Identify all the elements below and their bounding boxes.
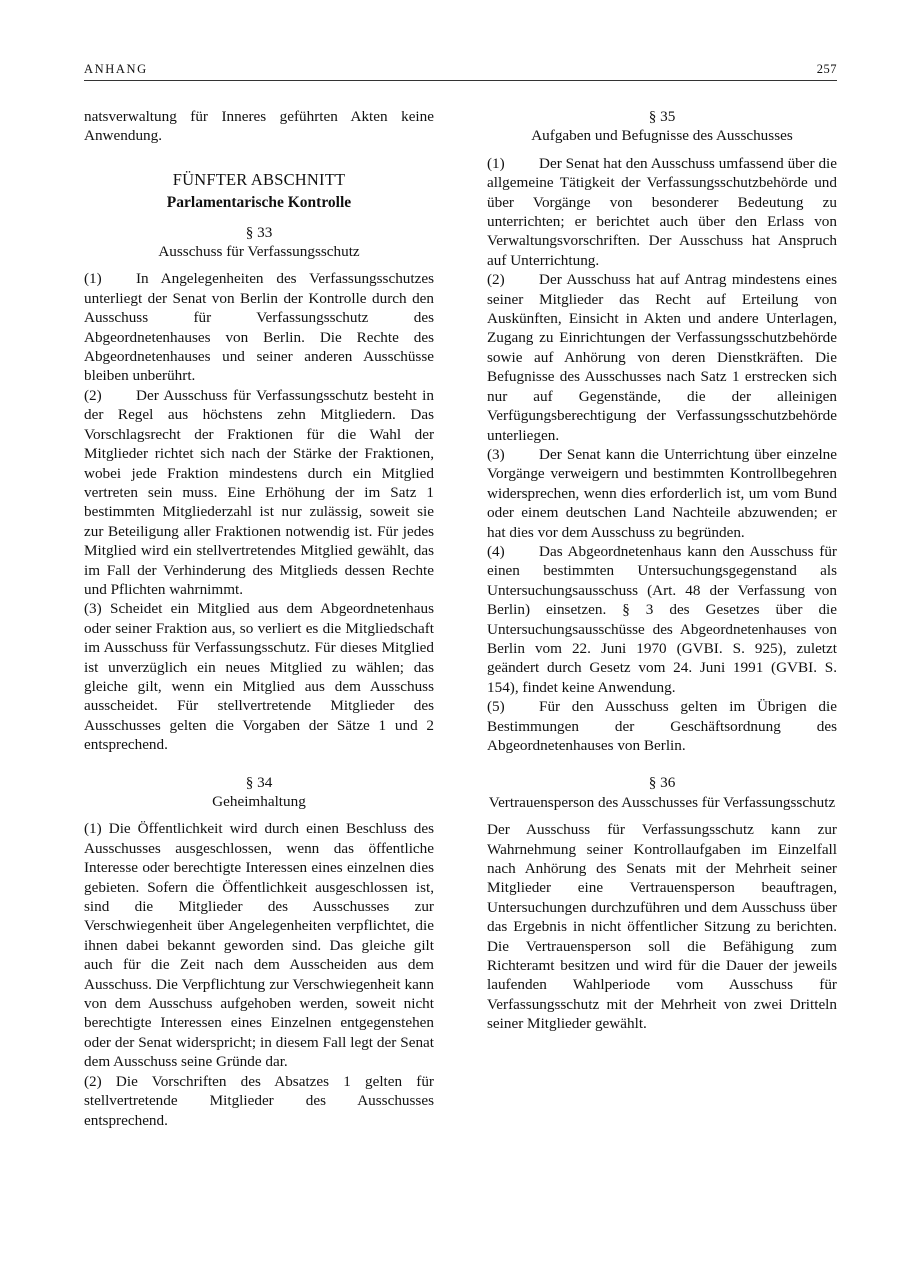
section-34-paragraph-1: (1) Die Öffentlichkeit wird durch einen Beschluss des Ausschusses ausgeschlossen, wenn das öffentliche Interesse oder berechtigte Interessen eines einzelnen dies gebieten. Sofern die Öffentlichkeit ausgeschlossen ist, sind die Mitglieder des Ausschusses zur Verschwiegenheit über Angelegenheiten verpflichtet, die ihnen dabei bekannt geworden sind. Das gleiche gilt auch für die Zeit nach dem Ausscheiden aus dem Ausschuss. Die Verpflichtung zur Verschwiegenheit kann von dem Ausschuss aufgehoben werden, soweit nicht berechtigte Interessen eines Einzelnen entgegenstehen oder der Senat widerspricht; in diesem Fall legt der Senat dem Ausschuss seine Gründe dar. — [84, 820, 434, 1071]
paragraph-number: (5) — [487, 698, 505, 716]
right-column — [487, 107, 837, 1034]
paragraph-text: Für den Ausschuss gelten im Übrigen die Bestimmungen der Geschäftsordnung des Abgeordnetenhauses von Berlin. — [487, 698, 837, 754]
section-35-paragraph-4 — [487, 542, 837, 697]
section-33-title: Ausschuss für Verfassungsschutz — [158, 243, 360, 261]
section-36-heading — [487, 773, 837, 812]
continuation-text: natsverwaltung für Inneres geführten Akten keine Anwendung. — [84, 108, 434, 145]
section-34-title: Geheimhaltung — [212, 793, 306, 810]
section-35-paragraph-1 — [487, 154, 837, 270]
section-35-title: Aufgaben und Befugnisse des Ausschusses — [531, 127, 793, 145]
section-35-paragraph-3 — [487, 445, 837, 542]
section-35-paragraph-2 — [487, 270, 837, 445]
section-34-paragraph-2: (2) Die Vorschriften des Absatzes 1 gelten für stellvertretende Mitglieder des Ausschusses entsprechend. — [84, 1072, 434, 1129]
paragraph-number: (4) — [487, 542, 505, 560]
paragraph-number: (3) — [487, 445, 505, 463]
paragraph-text: Der Senat kann die Unterrichtung über einzelne Vorgänge verweigern und bestimmten Kontrollbegehren widersprechen, wenn dies erforderlich ist, um vom Bund oder einem deutschen Land Nachteile abzuwenden; er hat dies vor dem Ausschuss zu begründen. — [487, 445, 837, 541]
section-35-number: § 35 — [648, 108, 676, 125]
running-header — [84, 62, 837, 81]
header-section-title: ANHANG — [84, 62, 148, 76]
section-33-heading — [84, 223, 434, 262]
section-34-number: § 34 — [245, 773, 273, 791]
paragraph-number: (1) — [487, 154, 505, 172]
section-36-paragraph-1: Der Ausschuss für Verfassungsschutz kann zur Wahrnehmung seiner Kontrollaufgaben im Einzelfall nach Anhörung des Senats mit der Mehrheit seiner Mitglieder eine Vertrauensperson beauftragen, Untersuchungen durchzuführen und dem Ausschuss über das Ergebnis in nicht öffentlicher Sitzung zu berichten. Die Vertrauensperson soll die Befähigung zum Richteramt besitzen und wird für die Dauer der jeweils laufenden Wahlperiode vom Ausschuss für Verfassungsschutz mit der Mehrheit von zwei Dritteln seiner Mitglieder gewählt. — [487, 821, 837, 1033]
paragraph-text: Das Abgeordnetenhaus kann den Ausschuss für einen bestimmten Untersuchungsgegenstand als Untersuchungsausschuss (Art. 48 der Verfassung von Berlin) einsetzen. § 3 des Gesetzes über die Untersuchungsausschüsse des Abgeordnetenhauses von Berlin vom 22. Juni 1970 (GVBI. S. 925), zuletzt geändert durch Gesetz vom 24. Juni 1991 (GVBI. S. 154), findet keine Anwendung. — [487, 542, 837, 696]
paragraph-number: (2) — [487, 271, 505, 289]
paragraph-number: (2) — [84, 386, 102, 404]
section-33-number: § 33 — [245, 223, 273, 241]
paragraph-text: Der Ausschuss für Verfassungsschutz besteht in der Regel aus höchstens zehn Mitgliedern. Das Vorschlagsrecht der Fraktionen für die Wahl der Mitglieder richtet sich nach der Stärke der Fraktionen, wobei jede Fraktion mindestens durch ein Mitglied vertreten sein muss. Eine Erhöhung der im Satz 1 bestimmten Mitgliederzahl ist nur zulässig, soweit sie zur Beteiligung aller Fraktionen notwendig ist. Für jedes Mitglied wird ein stellvertretendes Mitglied gewählt, das im Fall der Verhinderung des Mitglieds dessen Rechte und Pflichten wahrnimmt. — [84, 386, 434, 598]
chapter-subtitle: Parlamentarische Kontrolle — [166, 194, 352, 212]
paragraph-text: Der Senat hat den Ausschuss umfassend über die allgemeine Tätigkeit der Verfassungsschutzbehörde und über Vorgänge von besonderer Bedeutung zu unterrichten; er berichtet auch über den Erlass von Verwaltungsvorschriften. Der Ausschuss hat Anspruch auf Unterrichtung. — [487, 154, 837, 269]
paragraph-number: (1) — [84, 270, 102, 288]
section-35-heading — [487, 107, 837, 146]
left-column — [84, 107, 434, 1130]
section-36-title: Vertrauensperson des Ausschusses für Verfassungsschutz — [488, 793, 836, 811]
section-35-paragraph-5 — [487, 697, 837, 755]
section-34-heading — [84, 773, 434, 812]
chapter-title: FÜNFTER ABSCHNITT — [172, 169, 346, 189]
section-36-number: § 36 — [648, 774, 676, 792]
section-33-paragraph-1 — [84, 269, 434, 385]
section-33-paragraph-2 — [84, 386, 434, 599]
paragraph-text: Der Ausschuss hat auf Antrag mindestens eines seiner Mitglieder das Recht auf Erteilung von Auskünften, Einsicht in Akten und andere Unterlagen, Zugang zu Einrichtungen der Verfassungsschutzbehörde sowie auf Anhörung von deren Dienstkräften. Die Befugnisse des Ausschusses nach Satz 1 erstrecken sich nur auf Gegenstände, die der alleinigen Verfügungsberechtigung der Verfassungsschutzbehörde unterliegen. — [487, 271, 837, 444]
page-number: 257 — [816, 62, 837, 76]
section-33-paragraph-3: (3) Scheidet ein Mitglied aus dem Abgeordnetenhaus oder seiner Fraktion aus, so verliert es die Mitgliedschaft im Ausschuss für Verfassungsschutz. Für dieses Mitglied ist unverzüglich ein neues Mitglied zu wählen; das gleiche gilt, wenn ein Mitglied aus dem Ausschuss ausscheidet. Für stellvertretende Mitglieder des Ausschusses gelten die Vorgaben der Sätze 1 und 2 entsprechend. — [84, 600, 434, 754]
paragraph-text: In Angelegenheiten des Verfassungsschutzes unterliegt der Senat von Berlin der Kontrolle durch den Ausschuss für Verfassungsschutz des Abgeordnetenhauses von Berlin. Die Rechte des Abgeordnetenhauses und seiner anderen Ausschüsse bleiben unberührt. — [84, 270, 434, 385]
